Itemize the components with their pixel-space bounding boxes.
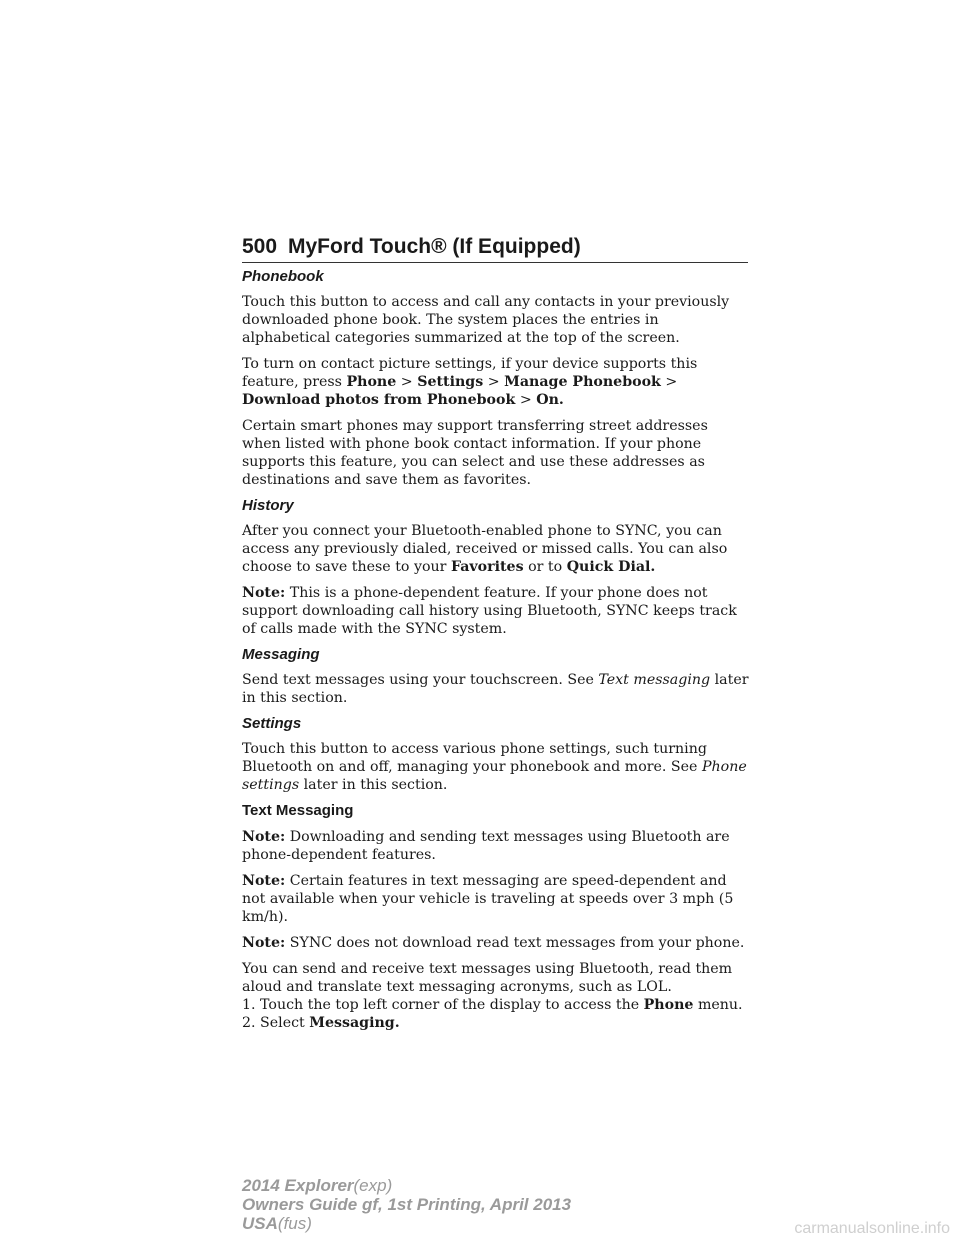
note-label: Note:: [242, 585, 286, 601]
note-label: Note:: [242, 873, 286, 889]
page-content: [242, 268, 750, 1032]
footer-line-2: Owners Guide gf, 1st Printing, April 2013: [242, 1195, 572, 1214]
menu-path-phone: Phone: [346, 374, 397, 390]
page-header: [242, 234, 748, 263]
settings-text: Touch this button to access various phone settings, such turning Bluetooth on and off, managing your phonebook and more. See: [242, 741, 707, 775]
phonebook-paragraph-1: Touch this button to access and call any contacts in your previously downloaded phone book. The system places the entries in alphabetical categories summarized at the top of the screen.: [242, 294, 730, 346]
footer-model: 2014 Explorer: [242, 1176, 354, 1195]
footer-model-code: (exp): [353, 1176, 393, 1195]
menu-path-separator: >: [400, 374, 413, 390]
footer-market: USA: [242, 1214, 278, 1233]
phonebook-paragraph-3: Certain smart phones may support transferring street addresses when listed with phone book contact information. If your phone supports this feature, you can select and use these addresses as destinations and save them as favorites.: [242, 418, 708, 488]
menu-path-manage-phonebook: Manage Phonebook: [504, 374, 661, 390]
step-1-text: 1. Touch the top left corner of the display to access the: [242, 997, 640, 1013]
watermark: carmanualsonline.info: [794, 1220, 950, 1237]
quick-dial-term: Quick Dial.: [566, 559, 656, 575]
settings-paragraph: [242, 740, 750, 794]
note-label: Note:: [242, 829, 286, 845]
footer-line-1: [242, 1176, 571, 1195]
settings-heading: Settings: [242, 715, 302, 732]
note-1-text: Downloading and sending text messages using Bluetooth are phone-dependent features.: [242, 829, 730, 863]
history-paragraph: [242, 522, 750, 576]
messaging-text: Send text messages using your touchscreen. See: [242, 672, 594, 688]
menu-path-separator: >: [487, 374, 500, 390]
text-messaging-steps: [242, 960, 750, 1032]
footer-market-code: (fus): [277, 1214, 312, 1233]
messaging-heading: Messaging: [242, 646, 320, 663]
text-messaging-note-3: [242, 934, 750, 952]
step-1-phone: Phone: [643, 997, 694, 1013]
footer-line-3: [242, 1214, 571, 1233]
settings-text-end: later in this section.: [303, 777, 448, 793]
history-note-text: This is a phone-dependent feature. If your phone does not support downloading call history using Bluetooth, SYNC keeps track of calls made with the SYNC system.: [242, 585, 737, 637]
phone-settings-reference: Phone settings: [242, 759, 747, 793]
text-messaging-note-1: [242, 828, 750, 864]
text-messaging-reference: Text messaging: [598, 672, 711, 688]
favorites-term: Favorites: [450, 559, 524, 575]
menu-path-settings: Settings: [417, 374, 484, 390]
step-2-text: 2. Select: [242, 1015, 305, 1031]
menu-path-separator: >: [519, 392, 532, 408]
phonebook-paragraph-2: [242, 355, 750, 409]
phonebook-heading: Phonebook: [242, 268, 324, 285]
text-messaging-heading: Text Messaging: [242, 802, 354, 819]
menu-path-on: On.: [536, 392, 564, 408]
text-messaging-note-2: [242, 872, 750, 926]
step-1: [242, 996, 750, 1014]
menu-path-separator: >: [665, 374, 678, 390]
step-2: [242, 1014, 750, 1032]
note-label: Note:: [242, 935, 286, 951]
history-note: [242, 584, 750, 638]
step-1-end: menu.: [697, 997, 743, 1013]
step-2-messaging: Messaging.: [309, 1015, 400, 1031]
history-heading: History: [242, 497, 294, 514]
note-3-text: SYNC does not download read text messages from your phone.: [289, 935, 745, 951]
history-text: After you connect your Bluetooth-enabled phone to SYNC, you can access any previously dialed, received or missed calls. You can also choose to save these to your: [242, 523, 728, 575]
page-number: 500: [242, 235, 278, 258]
text-messaging-intro: You can send and receive text messages using Bluetooth, read them aloud and translate text messaging acronyms, such as LOL.: [242, 961, 733, 995]
history-or-to: or to: [528, 559, 563, 575]
page-footer: [242, 1176, 571, 1233]
page-title: MyFord Touch® (If Equipped): [288, 235, 581, 258]
menu-path-download-photos: Download photos from Phonebook: [242, 392, 516, 408]
messaging-paragraph: [242, 671, 750, 707]
messaging-text-end: later in this section.: [242, 672, 749, 706]
phonebook-p2-text: To turn on contact picture settings, if your device supports this feature, press: [242, 356, 698, 390]
note-2-text: Certain features in text messaging are speed-dependent and not available when your vehicle is traveling at speeds over 3 mph (5 km/h).: [242, 873, 734, 925]
